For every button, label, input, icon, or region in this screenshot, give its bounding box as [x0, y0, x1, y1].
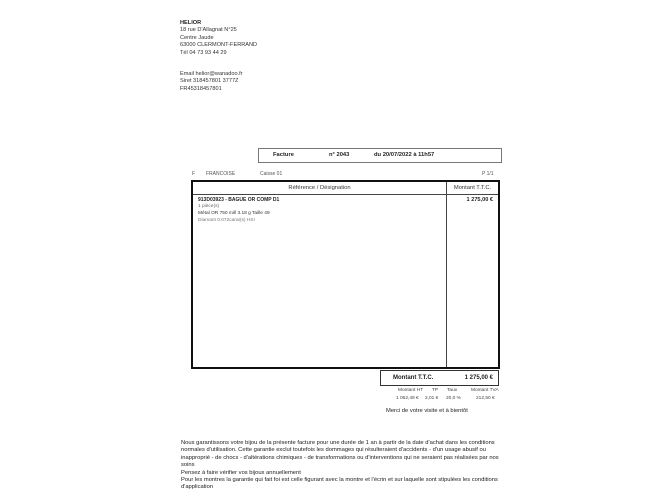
column-header-amount: Montant T.T.C. — [453, 185, 492, 191]
guarantee-text — [181, 440, 501, 492]
total-label: Montant T.T.C. — [393, 375, 434, 381]
address-line-1: 18 rue D'Allagnat N°25 — [180, 27, 237, 34]
invoice-date: du 20/07/2022 à 11h57 — [374, 152, 435, 158]
page-number: P 1/1 — [482, 171, 494, 177]
tax-value-tp: 2,01 € — [425, 396, 439, 401]
items-table — [191, 180, 500, 369]
address-line-2: Centre Jaude — [180, 34, 214, 41]
client-name: FRANCOISE — [206, 171, 236, 177]
item-title: 913D03923 - BAGUE OR COMP D1 — [198, 197, 280, 203]
total-box — [380, 370, 499, 386]
tax-header-tp: TP — [432, 388, 439, 393]
tax-value-rate: 20,0 % — [446, 396, 461, 401]
item-quantity: 1 pièce(s) — [198, 204, 220, 209]
tax-value-ht: 1 062,49 € — [396, 396, 419, 401]
tax-value-tva: 212,50 € — [476, 396, 495, 401]
tax-header-tva: Montant TVA — [471, 388, 499, 393]
guarantee-paragraph: Nous garantissons votre bijou de la présente facture pour une durée de 1 an à partir de la date d'achat dans les conditions normales d'utilisation. Cette garantie exclut toutefois les dommages qui résulteraient d'accidents - d'un usage abusif ou inapproprié - de chocs - d'altérations chimiques - de transformations ou d'interventions qui ne seraient pas réalisées par nos soins — [181, 440, 499, 469]
item-amount: 1 275,00 € — [466, 197, 493, 203]
item-metal: Métal OR 750 mill 3.18 g Taille 49 — [198, 211, 270, 216]
siret: Siret 318457801 3777Z — [180, 78, 239, 85]
invoice-number: n° 2043 — [329, 152, 350, 158]
company-name: HELIOR — [180, 20, 202, 26]
email: Email helior@wanadoo.fr — [180, 71, 243, 78]
guarantee-paragraph: Pour les montres la garantie qui fait foi est celle figurant avec la montre et l'écrin et sur laquelle sont stipulées les conditions d'application — [181, 477, 498, 491]
register: Caisse 01 — [260, 171, 283, 177]
invoice-header — [258, 148, 502, 163]
total-value: 1 275,00 € — [464, 375, 493, 381]
tax-header-ht: Montant HT — [398, 388, 424, 393]
column-header-reference: Référence / Désignation — [288, 185, 351, 191]
address-city: 63000 CLERMONT-FERRAND — [180, 42, 258, 49]
tax-header-rate: Taux — [447, 388, 458, 393]
vat-number: FR45318457801 — [180, 85, 222, 92]
invoice-label: Facture — [273, 152, 294, 158]
phone: Tél 04 73 93 44 29 — [180, 49, 227, 56]
guarantee-paragraph: Pensez à faire vérifier vos bijoux annuellement — [181, 469, 301, 476]
item-diamond: Diamant 0.072carat(s) HSI — [198, 218, 255, 223]
thank-you-note: Merci de votre visite et à bientôt — [386, 408, 468, 414]
sender-block — [180, 20, 257, 93]
client-code: F — [192, 171, 196, 177]
